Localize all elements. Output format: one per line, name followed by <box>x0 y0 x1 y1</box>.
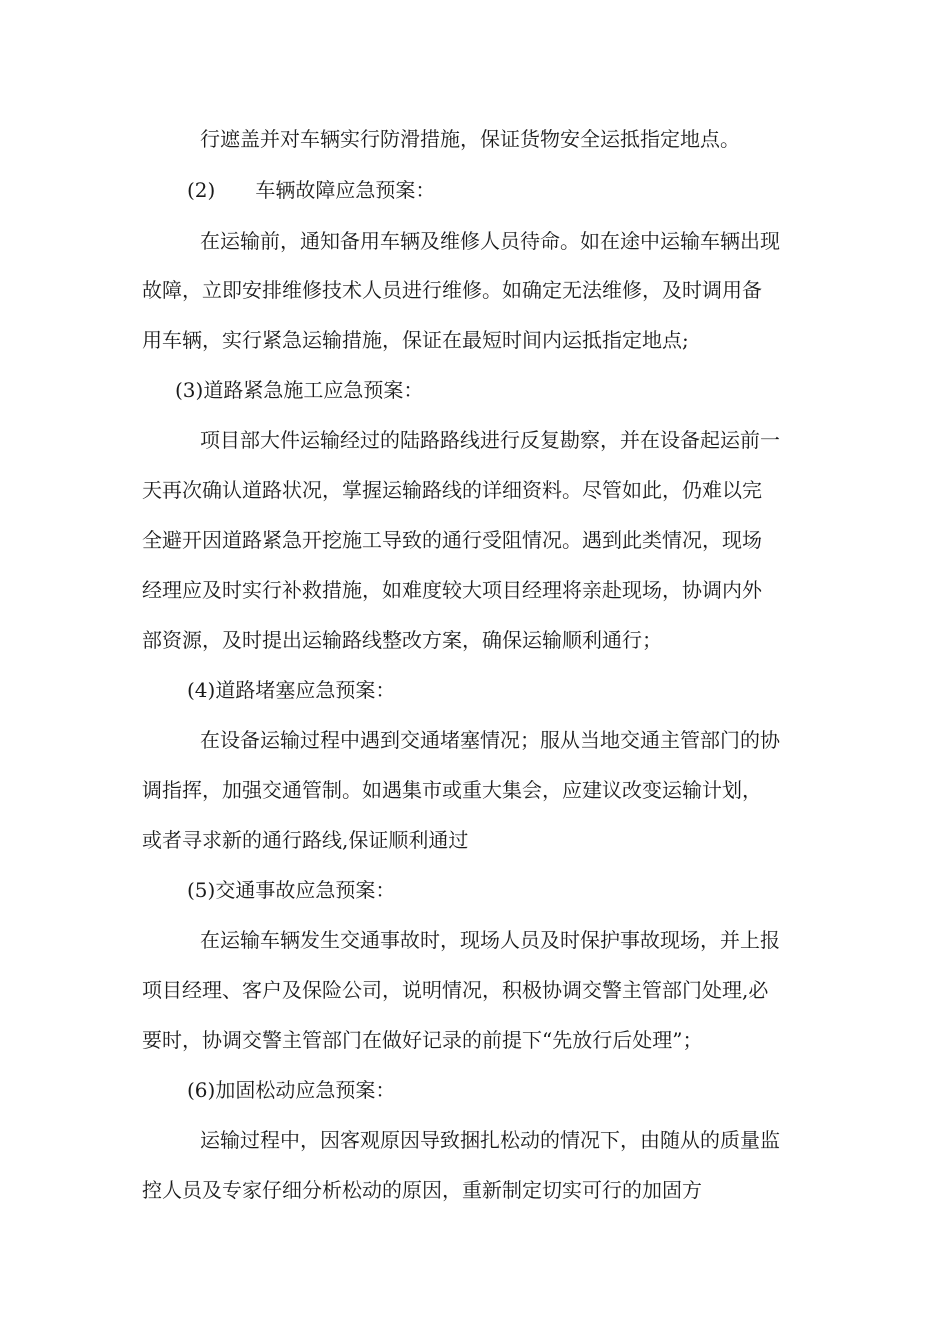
paragraph-line: 在设备运输过程中遇到交通堵塞情况；服从当地交通主管部门的协 <box>200 728 780 752</box>
paragraph-line: 或者寻求新的通行路线,保证顺利通过 <box>142 828 469 852</box>
section-heading: (6)加固松动应急预案： <box>187 1078 396 1102</box>
paragraph-line: 在运输前，通知备用车辆及维修人员待命。如在途中运输车辆出现 <box>200 229 780 253</box>
section-number: (2) <box>187 178 216 202</box>
paragraph-line: 经理应及时实行补救措施，如难度较大项目经理将亲赴现场，协调内外 <box>142 578 762 602</box>
paragraph-line: 运输过程中，因客观原因导致捆扎松动的情况下，由随从的质量监 <box>200 1128 780 1152</box>
paragraph-line: 部资源，及时提出运输路线整改方案，确保运输顺利通行； <box>142 628 662 652</box>
paragraph-line: 项目经理、客户及保险公司，说明情况，积极协调交警主管部门处理,必 <box>142 978 769 1002</box>
paragraph-line: 全避开因道路紧急开挖施工导致的通行受阻情况。遇到此类情况，现场 <box>142 528 762 552</box>
paragraph-line: 用车辆，实行紧急运输措施，保证在最短时间内运抵指定地点; <box>142 328 689 352</box>
paragraph-line: 故障，立即安排维修技术人员进行维修。如确定无法维修，及时调用备 <box>142 278 762 302</box>
paragraph-line: 要时，协调交警主管部门在做好记录的前提下“先放行后处理”； <box>142 1028 703 1052</box>
section-heading: (4)道路堵塞应急预案： <box>187 678 396 702</box>
paragraph-line: 项目部大件运输经过的陆路路线进行反复勘察，并在设备起运前一 <box>200 428 780 452</box>
paragraph-line: 天再次确认道路状况，掌握运输路线的详细资料。尽管如此，仍难以完 <box>142 478 762 502</box>
paragraph-line: 调指挥，加强交通管制。如遇集市或重大集会，应建议改变运输计划， <box>142 778 762 802</box>
paragraph-line: 控人员及专家仔细分析松动的原因，重新制定切实可行的加固方 <box>142 1178 702 1202</box>
section-heading <box>187 177 435 203</box>
paragraph-line: 在运输车辆发生交通事故时，现场人员及时保护事故现场，并上报 <box>200 928 780 952</box>
paragraph-line: 行遮盖并对车辆实行防滑措施，保证货物安全运抵指定地点。 <box>200 127 740 151</box>
section-heading: (3)道路紧急施工应急预案： <box>175 378 424 402</box>
section-title: 车辆故障应急预案： <box>255 178 436 202</box>
section-heading: (5)交通事故应急预案： <box>187 878 396 902</box>
